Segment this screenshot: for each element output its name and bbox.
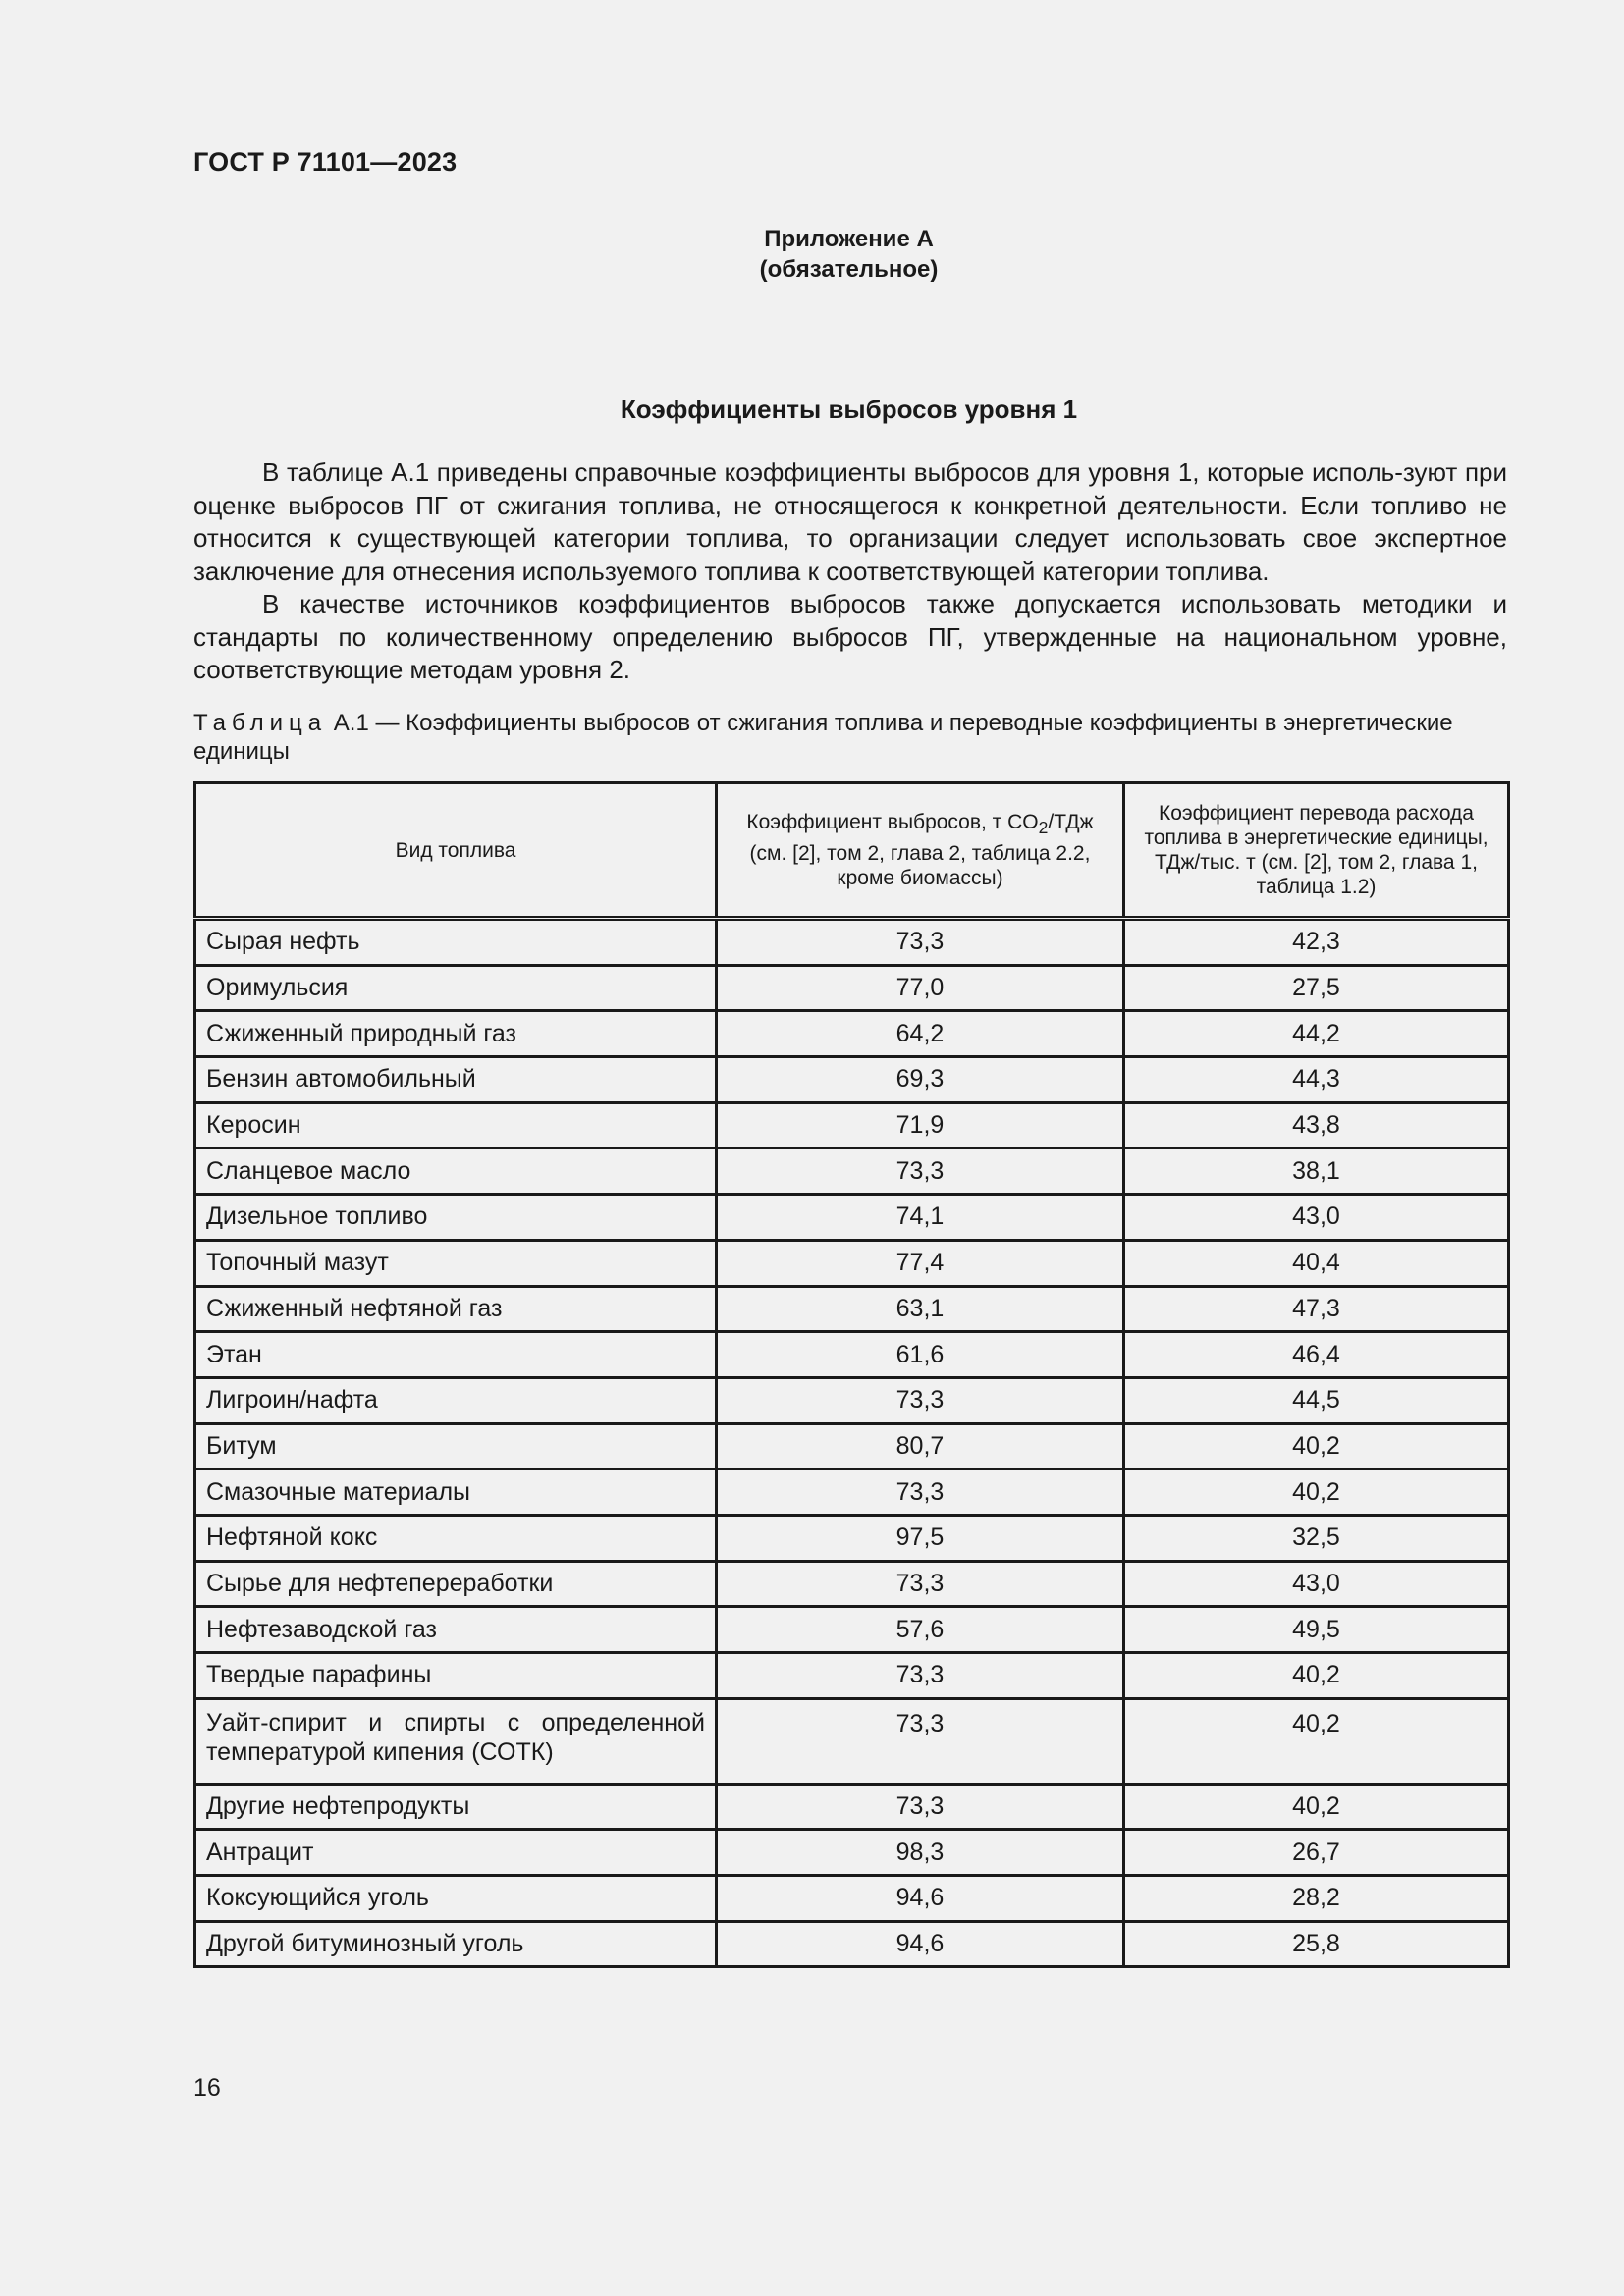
page-number: 16 (193, 2074, 221, 2102)
table-row (195, 1561, 1509, 1607)
cell-emission-factor: 73,3 (717, 1653, 1124, 1699)
table-header-row (195, 783, 1509, 919)
cell-emission-factor: 94,6 (717, 1921, 1124, 1967)
cell-conversion-factor: 46,4 (1124, 1332, 1509, 1378)
appendix-status: (обязательное) (759, 256, 939, 283)
cell-emission-factor: 77,4 (717, 1240, 1124, 1286)
cell-emission-factor: 73,3 (717, 1469, 1124, 1516)
table-row (195, 965, 1509, 1011)
table-row (195, 1698, 1509, 1784)
cell-fuel-type: Нефтезаводской газ (195, 1607, 717, 1653)
cell-conversion-factor: 43,0 (1124, 1561, 1509, 1607)
paragraph: В качестве источников коэффициентов выбросов также допускается использовать методики и стандарты по количественному определению выбросов ПГ, утвержденные на национальном уровне, соответствующие методам уровня 2. (193, 589, 1507, 684)
cell-emission-factor: 98,3 (717, 1830, 1124, 1876)
cell-emission-factor: 73,3 (717, 1561, 1124, 1607)
table-row (195, 1653, 1509, 1699)
cell-conversion-factor: 43,0 (1124, 1195, 1509, 1241)
cell-emission-factor: 57,6 (717, 1607, 1124, 1653)
table-row (195, 1469, 1509, 1516)
appendix-title: Приложение А (764, 226, 934, 252)
cell-conversion-factor: 47,3 (1124, 1286, 1509, 1332)
cell-emission-factor: 74,1 (717, 1195, 1124, 1241)
table-row (195, 1784, 1509, 1830)
cell-emission-factor: 80,7 (717, 1423, 1124, 1469)
table-body (195, 919, 1509, 1967)
cell-emission-factor: 71,9 (717, 1102, 1124, 1148)
cell-emission-factor: 73,3 (717, 1784, 1124, 1830)
cell-conversion-factor: 44,5 (1124, 1377, 1509, 1423)
cell-emission-factor: 73,3 (717, 1148, 1124, 1195)
table-row (195, 1057, 1509, 1103)
cell-emission-factor: 73,3 (717, 1377, 1124, 1423)
cell-fuel-type: Нефтяной кокс (195, 1515, 717, 1561)
cell-fuel-type: Сжиженный нефтяной газ (195, 1286, 717, 1332)
cell-emission-factor: 73,3 (717, 919, 1124, 966)
cell-emission-factor: 73,3 (717, 1698, 1124, 1784)
paragraph: В таблице А.1 приведены справочные коэффициенты выбросов для уровня 1, которые исполь-зуют при оценке выбросов ПГ от сжигания топлива, не относящегося к конкретной деятельности. Если топливо не относится к существующей категории топлива, то организации следует использовать свое экспертное заключение для отнесения используемого топлива к соответствующей категории топлива. (193, 457, 1507, 586)
table-row (195, 1876, 1509, 1922)
cell-conversion-factor: 42,3 (1124, 919, 1509, 966)
cell-fuel-type: Этан (195, 1332, 717, 1378)
header-emission-subscript: 2 (1038, 818, 1049, 838)
table-row (195, 919, 1509, 966)
cell-emission-factor: 69,3 (717, 1057, 1124, 1103)
cell-conversion-factor: 44,3 (1124, 1057, 1509, 1103)
table-row (195, 1195, 1509, 1241)
cell-fuel-type: Бензин автомобильный (195, 1057, 717, 1103)
table-row (195, 1921, 1509, 1967)
cell-conversion-factor: 44,2 (1124, 1011, 1509, 1057)
table-row (195, 1830, 1509, 1876)
cell-conversion-factor: 38,1 (1124, 1148, 1509, 1195)
table-row (195, 1515, 1509, 1561)
document-code: ГОСТ Р 71101—2023 (193, 147, 458, 177)
table-caption (193, 709, 1507, 766)
cell-fuel-type: Коксующийся уголь (195, 1876, 717, 1922)
cell-fuel-type: Уайт-спирит и спирты с определенной температурой кипения (СОТК) (195, 1698, 717, 1784)
cell-fuel-type: Другие нефтепродукты (195, 1784, 717, 1830)
cell-fuel-type: Дизельное топливо (195, 1195, 717, 1241)
cell-emission-factor: 61,6 (717, 1332, 1124, 1378)
cell-conversion-factor: 43,8 (1124, 1102, 1509, 1148)
table-row (195, 1011, 1509, 1057)
table-caption-text: А.1 — Коэффициенты выбросов от сжигания топлива и переводные коэффициенты в энергетические единицы (193, 710, 1453, 765)
header-emission-text-end: /ТДж (см. [2], том 2, глава 2, таблица 2.2, кроме биомассы) (749, 811, 1094, 889)
table-row (195, 1286, 1509, 1332)
cell-conversion-factor: 26,7 (1124, 1830, 1509, 1876)
section-title: Коэффициенты выбросов уровня 1 (620, 395, 1078, 424)
cell-emission-factor: 64,2 (717, 1011, 1124, 1057)
cell-emission-factor: 77,0 (717, 965, 1124, 1011)
cell-conversion-factor: 40,2 (1124, 1784, 1509, 1830)
cell-fuel-type: Сжиженный природный газ (195, 1011, 717, 1057)
cell-conversion-factor: 40,4 (1124, 1240, 1509, 1286)
cell-conversion-factor: 40,2 (1124, 1423, 1509, 1469)
body-text (193, 456, 1507, 687)
cell-fuel-type: Керосин (195, 1102, 717, 1148)
table-row (195, 1240, 1509, 1286)
header-fuel-type: Вид топлива (195, 783, 717, 919)
cell-conversion-factor: 40,2 (1124, 1698, 1509, 1784)
cell-conversion-factor: 40,2 (1124, 1653, 1509, 1699)
table-row (195, 1377, 1509, 1423)
cell-emission-factor: 63,1 (717, 1286, 1124, 1332)
emission-factors-table (193, 781, 1510, 1968)
appendix-heading (0, 224, 1624, 285)
cell-fuel-type: Топочный мазут (195, 1240, 717, 1286)
header-emission-factor (717, 783, 1124, 919)
cell-fuel-type: Твердые парафины (195, 1653, 717, 1699)
cell-fuel-type: Битум (195, 1423, 717, 1469)
table-caption-label: Таблица (193, 710, 328, 736)
cell-conversion-factor: 40,2 (1124, 1469, 1509, 1516)
header-conversion-factor: Коэффициент перевода расхода топлива в энергетические единицы, ТДж/тыс. т (см. [2], том 2, глава 1, таблица 1.2) (1124, 783, 1509, 919)
cell-fuel-type: Лигроин/нафта (195, 1377, 717, 1423)
cell-conversion-factor: 28,2 (1124, 1876, 1509, 1922)
cell-conversion-factor: 32,5 (1124, 1515, 1509, 1561)
cell-fuel-type: Антрацит (195, 1830, 717, 1876)
cell-conversion-factor: 27,5 (1124, 965, 1509, 1011)
cell-conversion-factor: 49,5 (1124, 1607, 1509, 1653)
table-row (195, 1607, 1509, 1653)
cell-emission-factor: 97,5 (717, 1515, 1124, 1561)
cell-fuel-type: Сырая нефть (195, 919, 717, 966)
cell-fuel-type: Смазочные материалы (195, 1469, 717, 1516)
cell-fuel-type: Сырье для нефтепереработки (195, 1561, 717, 1607)
cell-emission-factor: 94,6 (717, 1876, 1124, 1922)
cell-fuel-type: Другой битуминозный уголь (195, 1921, 717, 1967)
table-row (195, 1148, 1509, 1195)
header-emission-text: Коэффициент выбросов, т CO (746, 811, 1039, 834)
table-row (195, 1423, 1509, 1469)
cell-fuel-type: Оримульсия (195, 965, 717, 1011)
cell-conversion-factor: 25,8 (1124, 1921, 1509, 1967)
table-row (195, 1332, 1509, 1378)
table-row (195, 1102, 1509, 1148)
cell-fuel-type: Сланцевое масло (195, 1148, 717, 1195)
